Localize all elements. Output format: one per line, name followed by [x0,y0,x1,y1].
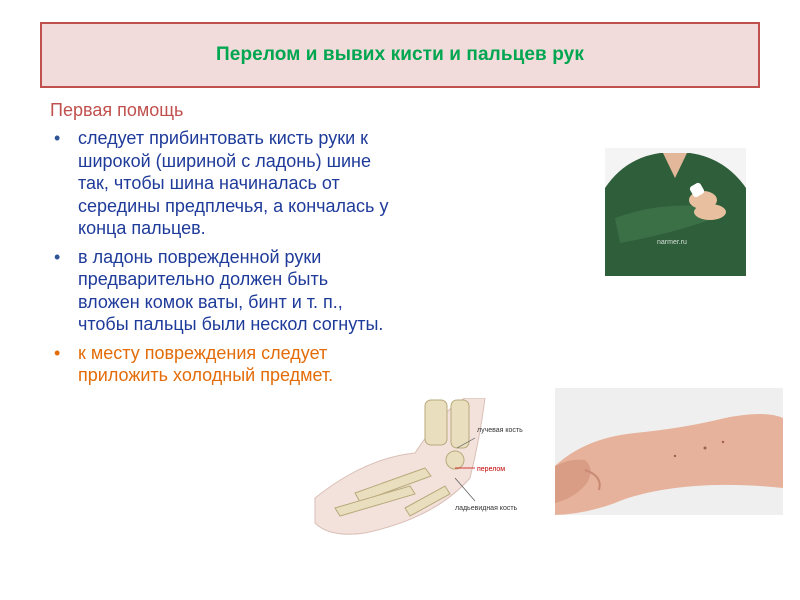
wrist-fracture-illustration [305,398,540,540]
photo-hand-bandage [605,148,746,276]
bullet-icon: • [54,342,61,363]
list-item [50,342,390,387]
label-fracture: перелом [477,466,506,473]
bullet-list [50,127,390,393]
label-scaphoid: ладьевидная кость [455,505,518,512]
photo-watermark: narmer.ru [657,239,687,246]
bullet-text: в ладонь поврежденной руки предварительно должен быть вложен комок ваты, бинт и т. п., чтобы пальцы были нескол согнуты. [78,246,384,334]
photo-hand-bandage-illustration [605,148,746,276]
bullet-text: следует прибинтовать кисть руки к широкой (шириной с ладонь) шине так, чтобы шина начиналась от середины предплечья, а кончалась у конца пальцев. [78,128,389,238]
label-radius: лучевая кость [477,427,523,434]
list-item [50,127,390,240]
wrist-fracture-diagram [305,398,540,540]
list-item [50,246,390,336]
title-box [40,22,760,88]
photo-swollen-wrist [555,388,783,515]
bullet-icon: • [54,128,61,148]
slide-title: Перелом и вывих кисти и пальцев рук [216,44,584,65]
subheading: Первая помощь [50,100,184,120]
photo-swollen-wrist-illustration [555,388,783,515]
bullet-icon: • [54,246,61,267]
bullet-text: к месту повреждения следует приложить холодный предмет. [78,342,334,385]
